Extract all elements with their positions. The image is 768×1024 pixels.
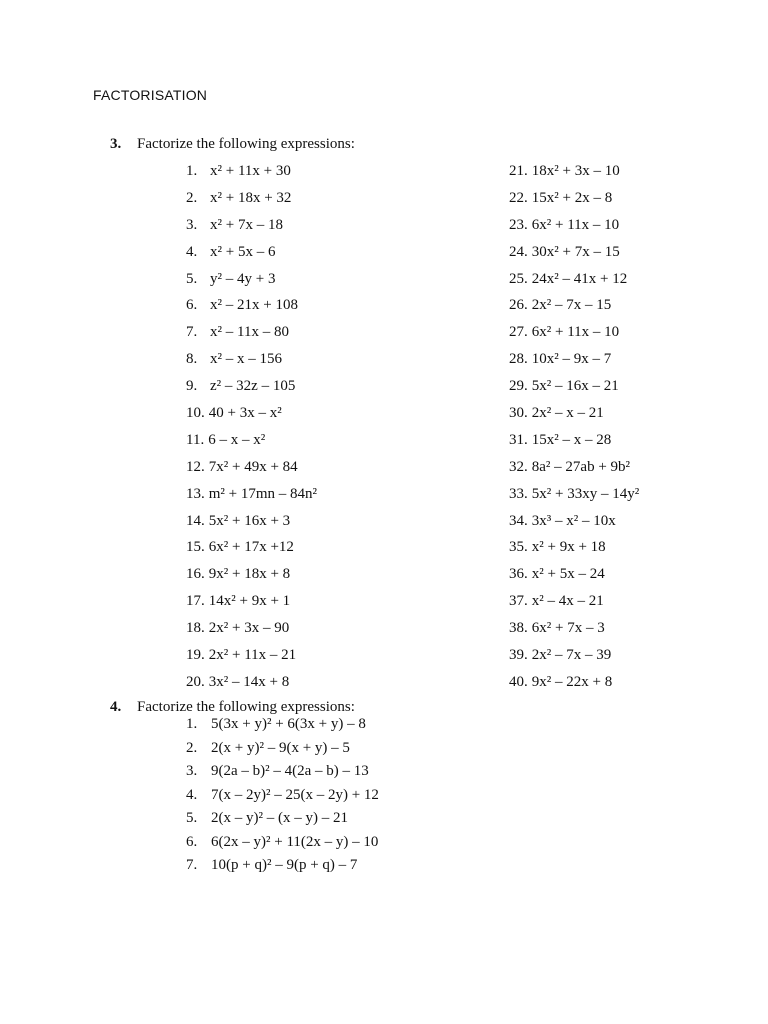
- expression-text: 2(x + y)² – 9(x + y) – 5: [211, 739, 350, 756]
- item-number: 19.: [186, 647, 205, 664]
- expression-text: 24x² – 41x + 12: [531, 270, 628, 287]
- expression-item: [186, 513, 317, 540]
- expression-text: 9x² – 22x + 8: [531, 673, 613, 690]
- expression-text: 40 + 3x – x²: [208, 405, 282, 422]
- question-number: 4.: [110, 699, 122, 715]
- expression-item: [186, 834, 379, 858]
- question-4-heading: [110, 699, 355, 716]
- expression-text: 6(2x – y)² + 11(2x – y) – 10: [211, 833, 379, 850]
- item-number: 6.: [186, 833, 198, 850]
- expression-item: [509, 378, 639, 405]
- expression-text: z² – 32z – 105: [210, 378, 296, 395]
- expression-item: [186, 810, 379, 834]
- item-number: 3.: [186, 216, 198, 233]
- expression-text: 3x² – 14x + 8: [208, 673, 290, 690]
- expression-item: [186, 351, 317, 378]
- expression-text: 6x² + 11x – 10: [531, 216, 620, 233]
- expression-item: [509, 217, 639, 244]
- item-number: 14.: [186, 512, 205, 529]
- expression-text: 2x² – 7x – 15: [531, 297, 612, 314]
- item-number: 17.: [186, 593, 205, 610]
- item-number: 25.: [509, 270, 528, 287]
- expression-text: x² + 18x + 32: [210, 189, 292, 206]
- item-number: 35.: [509, 539, 528, 556]
- item-number: 4.: [186, 243, 198, 260]
- expression-text: x² – x – 156: [210, 351, 282, 368]
- item-number: 7.: [186, 324, 198, 341]
- expression-item: [509, 324, 639, 351]
- expression-text: 15x² + 2x – 8: [531, 189, 613, 206]
- expression-text: 7x² + 49x + 84: [208, 458, 298, 475]
- item-number: 12.: [186, 458, 205, 475]
- item-number: 2.: [186, 739, 198, 756]
- expression-item: [186, 787, 379, 811]
- expression-item: [186, 763, 379, 787]
- expression-text: x² – 21x + 108: [210, 297, 298, 314]
- item-number: 1.: [186, 163, 198, 179]
- expression-text: 6x² + 17x +12: [208, 539, 294, 556]
- item-number: 4.: [186, 786, 198, 803]
- expression-text: 18x² + 3x – 10: [531, 163, 620, 179]
- expression-text: x² – 11x – 80: [210, 324, 289, 341]
- expression-item: [509, 405, 639, 432]
- expression-item: [186, 740, 379, 764]
- question-4-list: [186, 716, 379, 881]
- expression-text: 15x² – x – 28: [531, 431, 612, 448]
- expression-item: [186, 647, 317, 674]
- expression-item: [186, 190, 317, 217]
- item-number: 26.: [509, 297, 528, 314]
- expression-text: x² + 7x – 18: [210, 216, 283, 233]
- expression-item: [186, 297, 317, 324]
- expression-item: [186, 163, 317, 190]
- expression-item: [509, 351, 639, 378]
- expression-item: [186, 539, 317, 566]
- item-number: 28.: [509, 351, 528, 368]
- expression-text: 9x² + 18x + 8: [208, 566, 291, 583]
- item-number: 11.: [186, 431, 205, 448]
- question-3-right-column: [509, 163, 639, 701]
- item-number: 38.: [509, 620, 528, 637]
- expression-text: 6x² + 11x – 10: [531, 324, 620, 341]
- item-number: 2.: [186, 189, 198, 206]
- expression-text: 5x² + 33xy – 14y²: [531, 485, 640, 502]
- expression-text: 10(p + q)² – 9(p + q) – 7: [211, 857, 358, 873]
- expression-text: x² + 11x + 30: [210, 163, 291, 179]
- expression-text: 6 – x – x²: [208, 431, 266, 448]
- item-number: 27.: [509, 324, 528, 341]
- expression-item: [509, 163, 639, 190]
- item-number: 36.: [509, 566, 528, 583]
- item-number: 37.: [509, 593, 528, 610]
- item-number: 39.: [509, 647, 528, 664]
- question-text: Factorize the following expressions:: [137, 136, 355, 152]
- item-number: 20.: [186, 673, 205, 690]
- item-number: 16.: [186, 566, 205, 583]
- expression-text: 2x² + 11x – 21: [208, 647, 297, 664]
- expression-item: [186, 486, 317, 513]
- expression-text: m² + 17mn – 84n²: [208, 485, 318, 502]
- expression-item: [186, 593, 317, 620]
- expression-text: 8a² – 27ab + 9b²: [531, 458, 631, 475]
- expression-text: 30x² + 7x – 15: [531, 243, 620, 260]
- expression-text: 2x² + 3x – 90: [208, 620, 290, 637]
- expression-text: 2x² – 7x – 39: [531, 647, 612, 664]
- item-number: 31.: [509, 431, 528, 448]
- item-number: 7.: [186, 857, 198, 873]
- expression-item: [186, 244, 317, 271]
- expression-item: [509, 647, 639, 674]
- expression-text: 3x³ – x² – 10x: [531, 512, 616, 529]
- item-number: 3.: [186, 763, 198, 779]
- expression-item: [186, 378, 317, 405]
- expression-text: 5x² + 16x + 3: [208, 512, 291, 529]
- expression-item: [509, 459, 639, 486]
- question-3-left-column: [186, 163, 317, 701]
- expression-item: [186, 405, 317, 432]
- expression-item: [186, 566, 317, 593]
- expression-text: y² – 4y + 3: [210, 270, 276, 287]
- expression-item: [509, 432, 639, 459]
- item-number: 22.: [509, 189, 528, 206]
- expression-item: [509, 593, 639, 620]
- item-number: 5.: [186, 810, 198, 826]
- expression-text: 10x² – 9x – 7: [531, 351, 612, 368]
- expression-text: x² + 5x – 24: [531, 566, 605, 583]
- expression-item: [186, 271, 317, 298]
- expression-text: 2x² – x – 21: [531, 405, 604, 422]
- expression-item: [186, 432, 317, 459]
- expression-text: 5(3x + y)² + 6(3x + y) – 8: [211, 716, 366, 732]
- expression-item: [186, 674, 317, 701]
- expression-text: 7(x – 2y)² – 25(x – 2y) + 12: [211, 786, 379, 803]
- item-number: 18.: [186, 620, 205, 637]
- item-number: 8.: [186, 351, 198, 368]
- expression-item: [509, 486, 639, 513]
- expression-item: [509, 674, 639, 701]
- expression-text: 5x² – 16x – 21: [531, 378, 619, 395]
- expression-text: 2(x – y)² – (x – y) – 21: [211, 810, 348, 826]
- question-3-heading: [110, 136, 355, 153]
- expression-item: [509, 244, 639, 271]
- expression-item: [186, 217, 317, 244]
- item-number: 32.: [509, 458, 528, 475]
- expression-text: 9(2a – b)² – 4(2a – b) – 13: [211, 763, 369, 779]
- item-number: 33.: [509, 485, 528, 502]
- item-number: 10.: [186, 405, 205, 422]
- expression-item: [509, 620, 639, 647]
- item-number: 1.: [186, 716, 198, 732]
- expression-item: [186, 324, 317, 351]
- item-number: 34.: [509, 512, 528, 529]
- document-title: FACTORISATION: [93, 87, 208, 103]
- item-number: 40.: [509, 673, 528, 690]
- expression-item: [509, 271, 639, 298]
- expression-item: [509, 513, 639, 540]
- item-number: 15.: [186, 539, 205, 556]
- item-number: 21.: [509, 163, 528, 179]
- item-number: 24.: [509, 243, 528, 260]
- expression-item: [509, 297, 639, 324]
- item-number: 29.: [509, 378, 528, 395]
- item-number: 30.: [509, 405, 528, 422]
- expression-text: 6x² + 7x – 3: [531, 620, 605, 637]
- expression-text: 14x² + 9x + 1: [208, 593, 291, 610]
- item-number: 23.: [509, 216, 528, 233]
- expression-item: [509, 539, 639, 566]
- question-number: 3.: [110, 136, 122, 152]
- item-number: 13.: [186, 485, 205, 502]
- item-number: 9.: [186, 378, 198, 395]
- expression-item: [509, 190, 639, 217]
- expression-item: [186, 620, 317, 647]
- expression-item: [186, 716, 379, 740]
- item-number: 6.: [186, 297, 198, 314]
- expression-text: x² + 5x – 6: [210, 243, 276, 260]
- expression-item: [186, 857, 379, 881]
- expression-item: [186, 459, 317, 486]
- item-number: 5.: [186, 270, 198, 287]
- expression-text: x² + 9x + 18: [531, 539, 606, 556]
- expression-item: [509, 566, 639, 593]
- question-text: Factorize the following expressions:: [137, 699, 355, 715]
- expression-text: x² – 4x – 21: [531, 593, 604, 610]
